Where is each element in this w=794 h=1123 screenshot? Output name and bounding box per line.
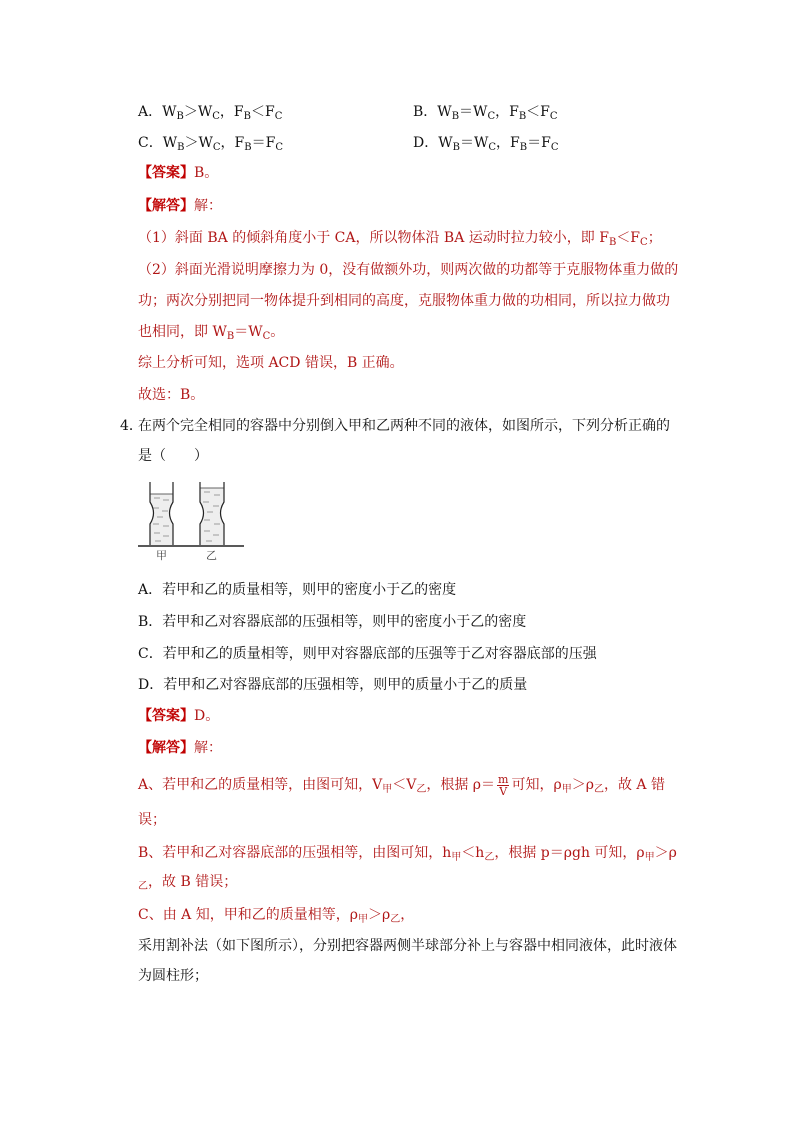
q4-figure — [136, 478, 246, 568]
q3-option-b: B．$W_B=W_C$，$F_B<F_C$ — [413, 104, 558, 122]
q4-solution-header: 【解答】解： — [138, 740, 222, 756]
q3-summary: 综上分析可知，选项 ACD 错误，B 正确。 — [138, 355, 404, 371]
q3-solution-header: 【解答】解： — [138, 198, 222, 214]
q3-solution-step-2-line-3: 也相同，即 $W_B=W_C$。 — [138, 324, 285, 342]
q3-solution-step-2-line-1: （2）斜面光滑说明摩擦力为 0，没有做额外功，则两次做的功都等于克服物体重力做的 — [138, 262, 679, 278]
q4-option-a: A．若甲和乙的质量相等，则甲的密度小于乙的密度 — [138, 582, 457, 598]
q4-solution-b-line-1: B、若甲和乙对容器底部的压强相等，由图可知，$h_甲<h_乙$，根据 p＝ρgh 可知，$\rho_甲>\rho$ — [138, 845, 677, 863]
q4-number: 4． — [120, 418, 143, 434]
q4-stem-line-1: 在两个完全相同的容器中分别倒入甲和乙两种不同的液体，如图所示，下列分析正确的 — [138, 418, 670, 434]
q3-option-a: A．$W_B>W_C$，$F_B<F_C$ — [138, 104, 283, 122]
q4-solution-c-line-2: 采用割补法（如下图所示），分别把容器两侧半球部分补上与容器中相同液体，此时液体 — [138, 938, 677, 954]
q4-option-c: C．若甲和乙的质量相等，则甲对容器底部的压强等于乙对容器底部的压强 — [138, 646, 597, 662]
label-jia: 甲 — [156, 549, 167, 562]
q4-solution-a-line-2: 误； — [138, 812, 166, 828]
container-jia-liquid — [150, 494, 173, 545]
q4-solution-c-line-3: 为圆柱形； — [138, 968, 208, 984]
q4-option-d: D．若甲和乙对容器底部的压强相等，则甲的质量小于乙的质量 — [138, 677, 528, 693]
q3-option-d: D．$W_B=W_C$，$F_B=F_C$ — [413, 135, 559, 153]
q4-answer: 【答案】D。 — [138, 708, 220, 724]
q4-stem-line-2: 是（ ） — [138, 448, 208, 464]
density-formula-fraction: $\frac{m}{V}$ — [498, 772, 509, 798]
q3-solution-step-2-line-2: 功；两次分别把同一物体提升到相同的高度，克服物体重力做的功相同，所以拉力做功 — [138, 293, 670, 309]
q4-solution-c-line-1: C、由 A 知，甲和乙的质量相等，$\rho_甲>\rho_乙$， — [138, 907, 415, 925]
q3-choice: 故选：B。 — [138, 387, 205, 403]
q3-option-c: C．$W_B>W_C$，$F_B=F_C$ — [138, 135, 283, 153]
q3-solution-step-1: （1）斜面 BA 的倾斜角度小于 CA，所以物体沿 BA 运动时拉力较小，即 $F_B<F_C$； — [138, 230, 662, 248]
q3-answer: 【答案】B。 — [138, 165, 219, 181]
label-yi: 乙 — [206, 549, 217, 562]
containers-diagram — [136, 478, 246, 568]
q4-option-b: B．若甲和乙对容器底部的压强相等，则甲的密度小于乙的密度 — [138, 614, 527, 630]
q4-solution-b-line-2: $_乙$，故 B 错误； — [138, 874, 238, 892]
q4-solution-a-line-1: A、若甲和乙的质量相等，由图可知，$V_甲<V_乙$，根据 ρ＝ $\frac{m}{V}$ 可知，$\rho_甲>\rho_乙$，故 A 错 — [138, 772, 665, 798]
